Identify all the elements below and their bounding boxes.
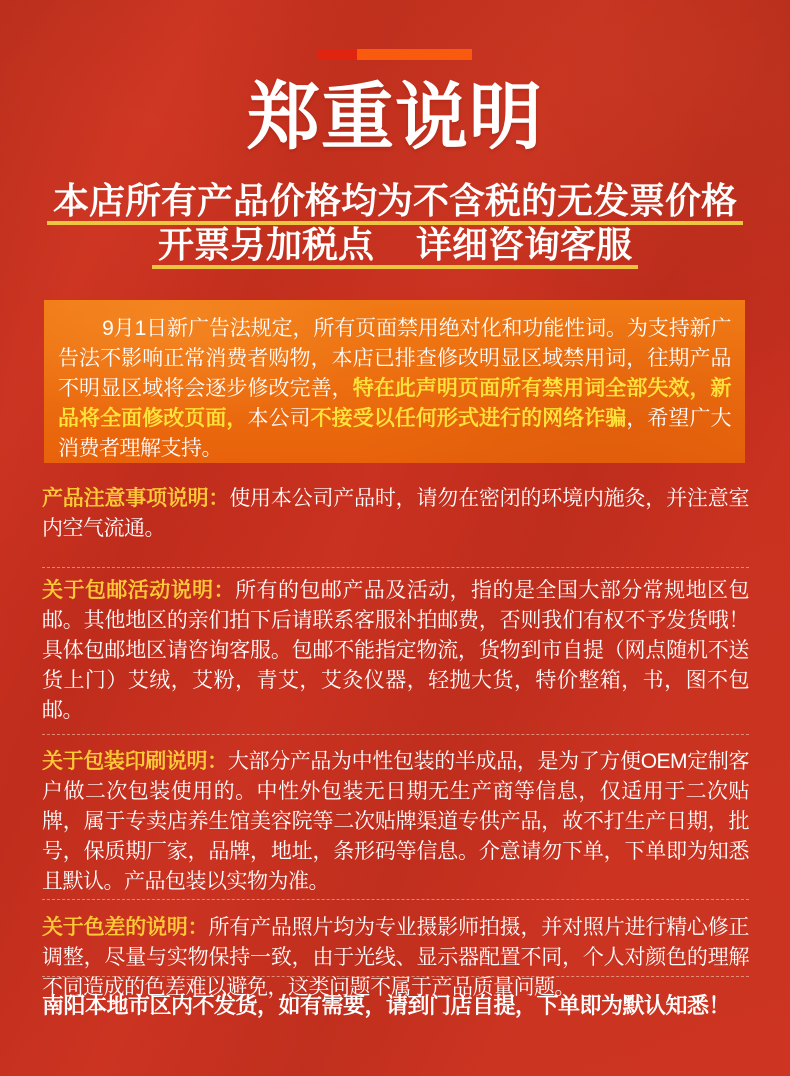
notice-highlight-text: 特在此声明页面所有禁用词全部失效，新品将全面修改页面， [58, 377, 732, 430]
subtitle-line-1 [0, 180, 790, 225]
subtitle-line-1-text: 本店所有产品价格均为不含税的无发票价格 [47, 184, 743, 225]
subtitle-block [0, 180, 790, 269]
section-header: 关于包装印刷说明： [42, 750, 228, 773]
section-body: 使用本公司产品时，请勿在密闭的环境内施灸，并注意室内空气流通。 [42, 487, 750, 540]
section-body: 所有产品照片均为专业摄影师拍摄，并对照片进行精心修正调整，尽量与实物保持一致，由于光线、显示器配置不同，个人对颜色的理解不同造成的色差难以避免，这类问题不属于产品质量问题。 [42, 916, 750, 999]
advertising-law-notice-box [44, 300, 745, 463]
notice-normal-text: ，希望广大消费者理解支持。 [58, 407, 732, 460]
subtitle-line-2-left: 开票另加税点 [157, 224, 374, 265]
notice-normal-text: 9月1日新广告法规定，所有页面禁用绝对化和功能性词。为支持新广告法不影响正常消费者购物，本店已排查修改明显区域禁用词，往期产品不明显区域将会逐步修改完善， [58, 317, 731, 400]
section-2 [42, 568, 749, 735]
notice-normal-text: 本公司 [247, 407, 311, 430]
footer-note: 南阳本地市区内不发货，如有需要，请到门店自提，下单即为默认知悉！ [42, 976, 749, 1021]
subtitle-line-2 [0, 224, 790, 269]
title-accent-bar [317, 49, 472, 60]
section-paragraph [42, 484, 749, 544]
info-sections [42, 484, 749, 1007]
notice-highlight-text: 不接受以任何形式进行的网络诈骗 [310, 407, 627, 430]
section-header: 产品注意事项说明： [42, 487, 230, 510]
subtitle-line-2-right: 详细咨询客服 [416, 224, 633, 265]
section-body: 所有的包邮产品及活动，指的是全国大部分常规地区包邮。其他地区的亲们拍下后请联系客服补拍邮费，否则我们有权不予发货哦！ 具体包邮地区请咨询客服。包邮不能指定物流，货物到市自提（网点随机不送货上门）艾绒，艾粉，青艾，艾灸仪器，轻抛大货，特价整箱，书，图不包邮。 [42, 579, 749, 722]
section-body: 大部分产品为中性包装的半成品，是为了方便OEM定制客户做二次包装使用的。中性外包装无日期无生产商等信息，仅适用于二次贴牌，属于专卖店养生馆美容院等二次贴牌渠道专供产品，故不打生产日期，批号，保质期厂家，品牌，地址，条形码等信息。介意请勿下单，下单即为知悉且默认。产品包装以实物为准。 [42, 750, 749, 893]
section-1 [42, 484, 749, 568]
subtitle-line-2-text [152, 224, 638, 269]
section-paragraph [42, 747, 749, 897]
page-title: 郑重说明 [247, 77, 543, 158]
accent-bar-red-segment [317, 49, 357, 60]
section-header: 关于包邮活动说明： [42, 579, 236, 602]
advertising-law-notice-text [58, 314, 731, 464]
section-header: 关于色差的说明： [42, 916, 209, 939]
section-3 [42, 735, 749, 900]
accent-bar-orange-segment [357, 49, 472, 60]
section-paragraph [42, 576, 749, 726]
